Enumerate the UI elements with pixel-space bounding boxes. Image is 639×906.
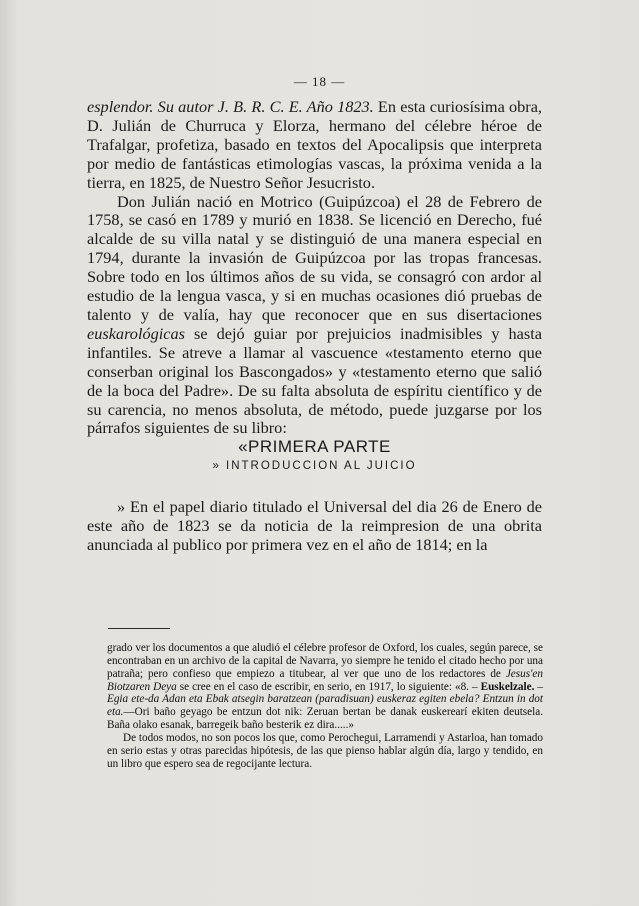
paragraph-2-text-a: Don Julián nació en Motrico (Guipúzcoa) el 28 de Febrero de 1758, se casó en 1789 y murió en 1838. Se licenció en Derecho, fué alcalde de su villa natal y se distinguió de una manera especial en 1794, durante la invasión de Guipúzcoa por las tropas francesas. Sobre todo en los últimos años de su vida, se consagró con ardor al estudio de la lengua vasca, y si en muchas ocasiones dió pruebas de talento y de valía, hay que reconocer que en sus disertaciones <box>87 191 542 324</box>
paragraph-2-italic-term: euskarológicas <box>87 323 185 343</box>
footnote-1-text-e: – <box>534 680 543 693</box>
footnote-1-bold-name: Euskelzale. <box>480 680 535 693</box>
paragraph-1 <box>87 98 542 193</box>
footnote-1-text-c: se cree en el caso de escribir, en serio, en 1917, lo siguiente: «8. – <box>176 680 481 693</box>
section-subtitle: » INTRODUCCION AL JUICIO <box>212 460 417 473</box>
paragraph-1-text: En esta curiosísima obra, D. Julián de Churruca y Elorza, hermano del célebre héroe de Trafalgar, profetiza, basado en textos del Apocalipsis que interpreta por medio de fantásticas etimologías vascas, la próxima venida a la tierra, en 1825, de Nuestro Señor Jesucristo. <box>87 97 542 192</box>
footnote <box>107 642 543 770</box>
paragraph-1-italic-lead: esplendor. Su autor J. B. R. C. E. Año 1823. <box>87 97 374 116</box>
page-number: — 18 — <box>293 74 346 89</box>
footnote-paragraph-2: De todos modos, no son pocos los que, como Perochegui, Larramendi y Astarloa, han tomado en serio estas y otras parecidas hipótesis, de las que pienso hablar algún día, largo y tendido, en un libro que espero sea de regocijante lectura. <box>107 731 543 770</box>
paragraph-3: » En el papel diario titulado el Universal del dia 26 de Enero de este año de 1823 se da noticia de la reimpresion de una obrita anunciada al publico por primera vez en el año de 1814; en la <box>87 497 542 554</box>
paragraph-2-text-c: se dejó guiar por prejuicios inadmisibles y hasta infantiles. Se atreve a llamar al vascuence «testamento eterno que conserban original los Bascongados» y «testamento eterno que salió de la boca del Padre». De su falta absoluta de espíritu científico y de su carencia, no menos absoluta, de método, puede juzgarse por los párrafos siguientes de su libro: <box>87 323 542 438</box>
footnote-1-text-g: —Ori baño geyago be entzun dot nik: Zeruan bertan be danak euskerearí ekiten deutsela. Baña olako esanak, barregeik baño besterik ez dira.....» <box>107 706 543 732</box>
footnote-paragraph-1 <box>107 642 543 732</box>
footnote-1-text-a: grado ver los documentos a que aludió el célebre profesor de Oxford, los cuales, según parece, se encontraban en un archivo de la capital de Navarra, yo siempre he tenido el citado hecho por una patraña; pero confieso que empiezo a titubear, al ver que uno de los redactores de <box>107 642 543 680</box>
footnote-divider <box>108 628 170 629</box>
footnote-1-italic-title: Jesus'en Biotzaren Deya <box>107 667 543 693</box>
footnote-1-italic-quote: Egia ete-da Adan eta Ebak atsegin baratzean (paradisuan) euskeraz egiten ebela? Entzun in dot eta. <box>107 693 543 719</box>
paragraph-2 <box>87 193 542 439</box>
section-title: «PRIMERA PARTE <box>238 437 391 457</box>
main-text <box>87 98 542 555</box>
